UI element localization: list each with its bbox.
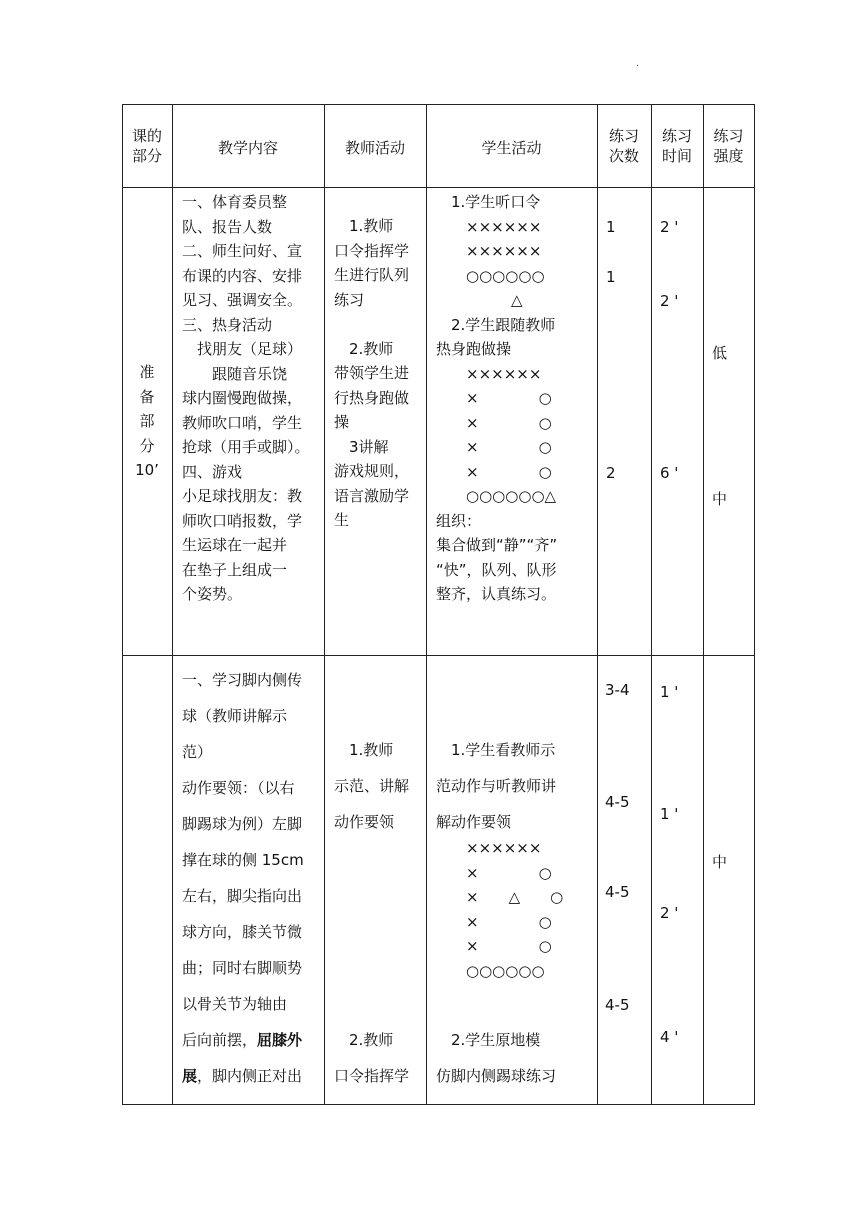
basic-duration-2: 1 ': [660, 805, 679, 823]
header-intensity: 练习 强度: [713, 127, 744, 165]
header-content: 教学内容: [217, 139, 278, 157]
basic-teacher: 1.教师 示范、讲解 动作要领: [334, 741, 410, 831]
basic-formation: ×××××× × ○ × △ ○ × ○ × ○ ○○○○○○: [436, 839, 564, 980]
header-student: 学生活动: [481, 139, 542, 157]
basic-times-2: 4-5: [605, 793, 630, 811]
basic-times-1: 3-4: [605, 681, 630, 699]
page-mark: .: [636, 58, 640, 69]
basic-student: 1.学生看教师示 范动作与听教师讲 解动作要领: [436, 741, 557, 831]
basic-duration-3: 2 ': [660, 904, 679, 922]
header-times: 练习 次数: [608, 127, 639, 165]
prep-intensity-2: 中: [712, 490, 728, 508]
prep-duration-1: 2 ': [660, 218, 679, 236]
basic-duration-1: 1 ': [660, 683, 679, 701]
prep-times-1: 1: [606, 218, 616, 236]
basic-teacher-2: 2.教师 口令指挥学: [334, 1031, 410, 1085]
prep-content: 一、体育委员整 队、报告人数 二、师生问好、宣 布课的内容、安排 见习、强调安全。 三、热身活动 找朋友（足球） 跟随音乐饶 球内圈慢跑做操， 教师吹口哨，学生 抢球（用手或脚）。 四、游戏 小足球找朋友：教 师吹口哨报数，学 生运球在一起并 在垫子上组成一 个姿势。: [182, 193, 310, 603]
basic-intensity: 中: [712, 853, 728, 871]
prep-times-3: 2: [606, 464, 616, 482]
prep-duration-2: 2 ': [660, 292, 679, 310]
basic-times-4: 4-5: [605, 996, 630, 1014]
prep-student: 1.学生听口令 ×××××× ×××××× ○○○○○○ △ 2.学生跟随教师 热身跑做操 ×××××× × ○ × ○ × ○ × ○ ○○○○○○△ 组织： 集合做到“静”“齐” “快”，队列、队形 整齐，认真练习。: [436, 193, 558, 603]
header-teacher: 教师活动: [344, 139, 405, 157]
prep-intensity-1: 低: [712, 344, 728, 362]
basic-times-3: 4-5: [605, 883, 630, 901]
prep-part-label: 准 备 部 分 10’: [135, 363, 159, 479]
prep-teacher: 1.教师 口令指挥学 生进行队列 练习 2.教师 带领学生进 行热身跑做 操 3讲解 游戏规则， 语言激励学 生: [334, 217, 410, 529]
prep-times-2: 1: [606, 268, 616, 286]
basic-duration-4: 4 ': [660, 1028, 679, 1046]
basic-content: 一、学习脚内侧传 球（教师讲解示 范） 动作要领：（以右 脚踢球为例）左脚 撑在球的侧 15cm 左右，脚尖指向出 球方向，膝关节微 曲；同时右脚顺势 以骨关节为轴由 后向前摆，屈膝外 展，脚内侧正对出: [182, 671, 304, 1085]
prep-duration-3: 6 ': [660, 464, 679, 482]
header-part: 课的 部分: [131, 127, 162, 165]
basic-student-2: 2.学生原地模 仿脚内侧踢球练习: [436, 1031, 557, 1085]
header-duration: 练习 时间: [661, 127, 692, 165]
